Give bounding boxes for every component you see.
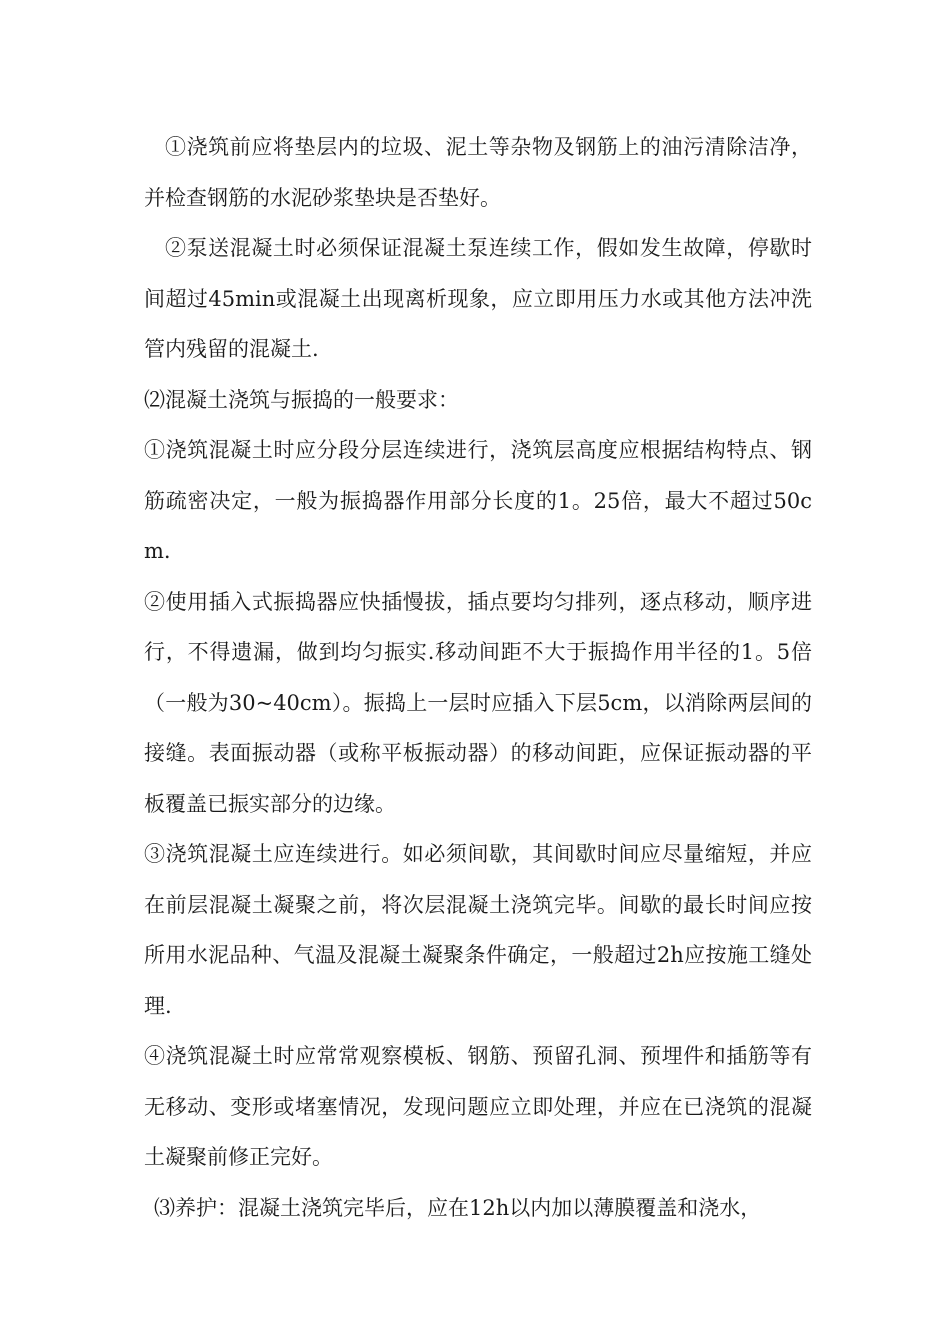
paragraph-pre-pour-cleaning: ①浇筑前应将垫层内的垃圾、泥土等杂物及钢筋上的油污清除洁净，并检查钢筋的水泥砂浆垫块是否垫好。 xyxy=(144,135,812,210)
paragraph-vibrator-usage: ②使用插入式振捣器应快插慢拔，插点要均匀排列，逐点移动，顺序进行，不得遗漏，做到均匀振实.移动间距不大于振捣作用半径的1。5倍（一般为30~40cm）。振捣上一层时应插入下层5cm，以消除两层间的接缝。表面振动器（或称平板振动器）的移动间距，应保证振动器的平板覆盖已振实部分的边缘。 xyxy=(144,589,812,816)
document-body xyxy=(144,122,812,1233)
paragraph-continuous-pouring: ③浇筑混凝土应连续进行。如必须间歇，其间歇时间应尽量缩短，并应在前层混凝土凝聚之前，将次层混凝土浇筑完毕。间歇的最长时间应按所用水泥品种、气温及混凝土凝聚条件确定，一般超过2h应按施工缝处理. xyxy=(144,842,812,1018)
paragraph-layered-pouring: ①浇筑混凝土时应分段分层连续进行，浇筑层高度应根据结构特点、钢筋疏密决定，一般为振捣器作用部分长度的1。25倍，最大不超过50cm. xyxy=(144,438,812,563)
paragraph-formwork-observation: ④浇筑混凝土时应常常观察模板、钢筋、预留孔洞、预埋件和插筋等有无移动、变形或堵塞情况，发现问题应立即处理，并应在已浇筑的混凝土凝聚前修正完好。 xyxy=(144,1044,812,1169)
paragraph-pump-continuity: ②泵送混凝土时必须保证混凝土泵连续工作，假如发生故障，停歇时间超过45min或混凝土出现离析现象，应立即用压力水或其他方法冲洗管内残留的混凝土. xyxy=(144,236,812,361)
section-heading-curing: ⑶养护：混凝土浇筑完毕后，应在12h以内加以薄膜覆盖和浇水， xyxy=(154,1195,762,1220)
section-heading-pouring-vibration: ⑵混凝土浇筑与振捣的一般要求： xyxy=(144,387,459,412)
